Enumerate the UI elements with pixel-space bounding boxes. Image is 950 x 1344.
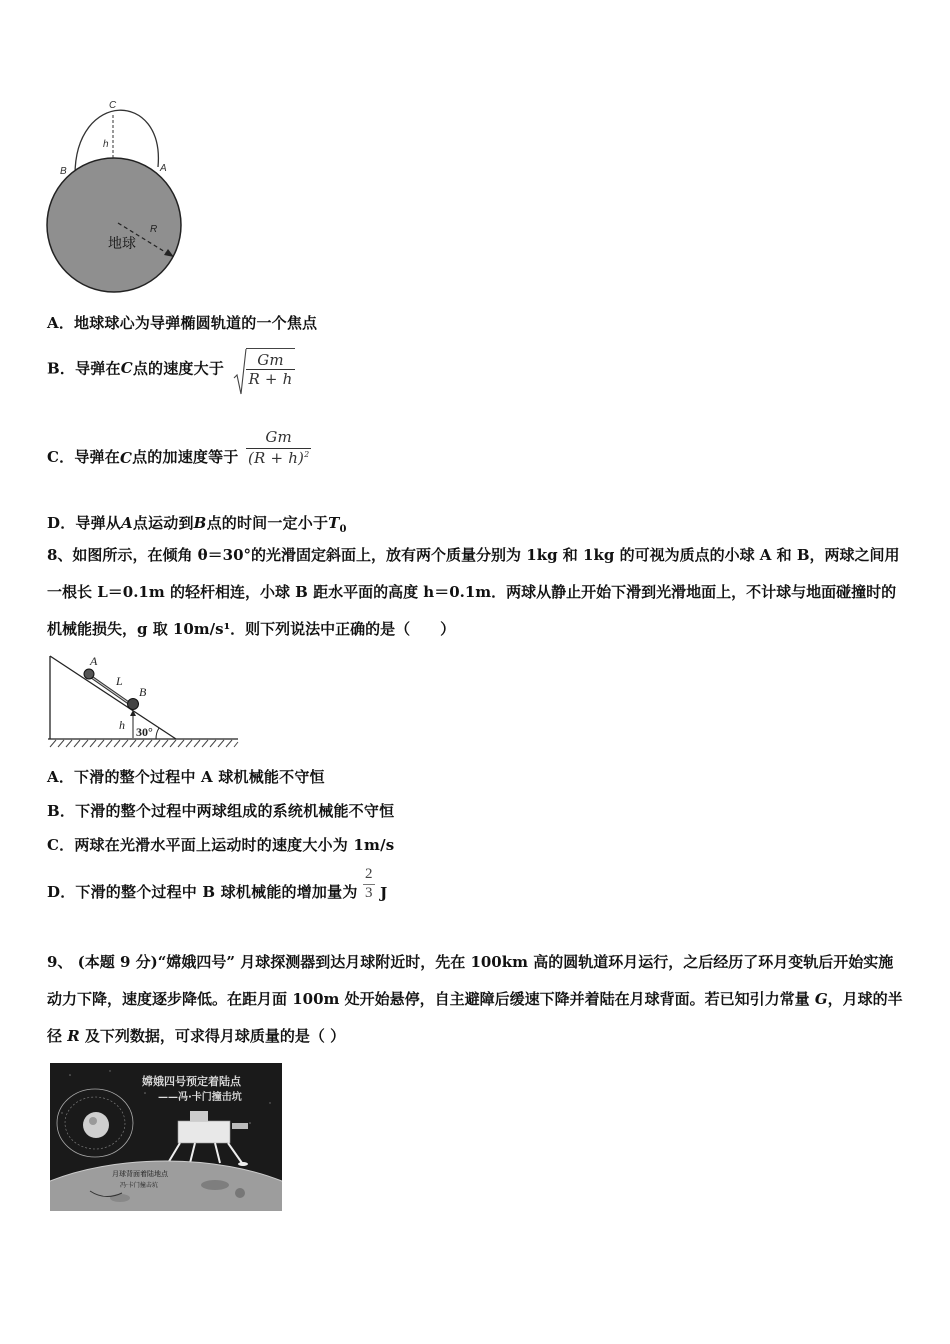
q8-option-c: C．两球在光滑水平面上运动时的速度大小为 1m/s (47, 836, 395, 854)
b-numerator: Gm (257, 351, 284, 369)
q7-option-d (47, 512, 347, 535)
label-c: C (109, 100, 117, 111)
photo-label-1: 月球背面着陆地点 (112, 1170, 168, 1178)
b-fraction (246, 351, 294, 388)
ball-a (84, 669, 94, 679)
q7-option-d-var1: A (121, 514, 133, 532)
c-numerator: Gm (265, 428, 292, 446)
q7-option-d-var2: B (193, 514, 207, 532)
photo-label-2: 冯·卡门撞击坑 (120, 1182, 158, 1189)
label-b: B (139, 685, 147, 699)
q8-stem: 8、如图所示，在倾角 θ＝30°的光滑固定斜面上，放有两个质量分别为 1kg 和 1kg 的可视为质点的小球 A 和 B，两球之间用一根长 L＝0.1m 的轻杆相连，小球 B 距水平面的高度 h＝0.1m．两球从静止开始下滑到光滑地面上，不计球与地面碰撞时的机械能损失，g 取 10m/s¹．则下列说法中正确的是（ ） (47, 546, 900, 638)
earth-orbit-figure (40, 95, 200, 295)
q7-option-c (47, 428, 311, 467)
q8-option-a: A．下滑的整个过程中 A 球机械能不守恒 (47, 768, 325, 786)
q9-stem-1: 9、 (本题 9 分)“嫦娥四号” 月球探测器到达月球附近时，先在 100km 高的圆轨道环月运行，之后经历了环月变轨后开始实施动力下降，速度逐步降低。在距月面 100m 处开始悬停，自主避障后缓速下降并着陆在月球背面。若已知引力常量 (47, 953, 894, 1008)
q7-option-c-text2: 点的加速度等于 (132, 448, 239, 466)
q8-option-d-text: D．下滑的整个过程中 B 球机械能的增加量为 (47, 883, 358, 901)
q7-option-d-sub: 0 (339, 524, 347, 535)
moon-small (83, 1112, 109, 1138)
q7-option-d-text3: 点的时间一定小于 (206, 514, 329, 532)
q9-var-g: G (814, 990, 828, 1008)
d-denominator: 3 (364, 885, 373, 901)
d-fraction (363, 866, 375, 902)
sqrt-formula (233, 348, 294, 388)
q7-option-b-text2: 点的速度大于 (132, 359, 225, 378)
d-numerator: 2 (364, 866, 373, 882)
sqrt-sign (233, 348, 247, 396)
q7-option-d-var3: T (328, 514, 340, 532)
label-angle: 30° (136, 725, 153, 739)
b-denominator: R + h (248, 370, 293, 388)
label-r: R (150, 224, 158, 235)
c-exponent: 2 (304, 450, 310, 459)
label-b: B (60, 166, 67, 177)
q8-option-d (47, 866, 387, 902)
label-a: A (160, 163, 167, 174)
earth-circle (47, 158, 181, 292)
c-denominator: (R + h) (247, 449, 305, 467)
incline-line (50, 656, 176, 739)
photo-title-2: ——冯·卡门撞击坑 (158, 1092, 242, 1103)
q7-option-d-text: D．导弹从 (47, 514, 122, 532)
ball-b (128, 699, 139, 710)
change4-photo (50, 1063, 282, 1211)
q8-option-b: B．下滑的整个过程中两球组成的系统机械能不守恒 (47, 802, 395, 820)
q9-stem-3: 及下列数据，可求得月球质量的是（ ） (79, 1027, 346, 1045)
label-h: h (119, 718, 125, 732)
q7-option-b-text: B．导弹在 (47, 359, 121, 378)
angle-arc (156, 728, 159, 739)
q7-option-c-text: C．导弹在 (47, 448, 120, 466)
q7-option-b-var: C (120, 359, 133, 377)
q9-stem-2: ，月球的半径 (47, 990, 903, 1045)
label-h: h (103, 139, 109, 150)
q8-option-d-unit: J (380, 884, 388, 902)
label-l: L (116, 674, 123, 688)
photo-title-1: 嫦娥四号预定着陆点 (142, 1075, 241, 1088)
q7-option-a: A．地球球心为导弹椭圆轨道的一个焦点 (47, 314, 318, 332)
q7-option-b (47, 348, 295, 388)
ground-hatch (50, 740, 238, 747)
q7-option-c-var: C (119, 449, 133, 467)
q7-option-d-text2: 点运动到 (132, 514, 194, 532)
c-fraction (246, 428, 311, 467)
q9-var-r: R (67, 1027, 80, 1045)
incline-figure (44, 652, 244, 752)
label-a: A (90, 654, 98, 668)
q9-stem (47, 944, 907, 1055)
label-earth: 地球 (108, 236, 136, 252)
